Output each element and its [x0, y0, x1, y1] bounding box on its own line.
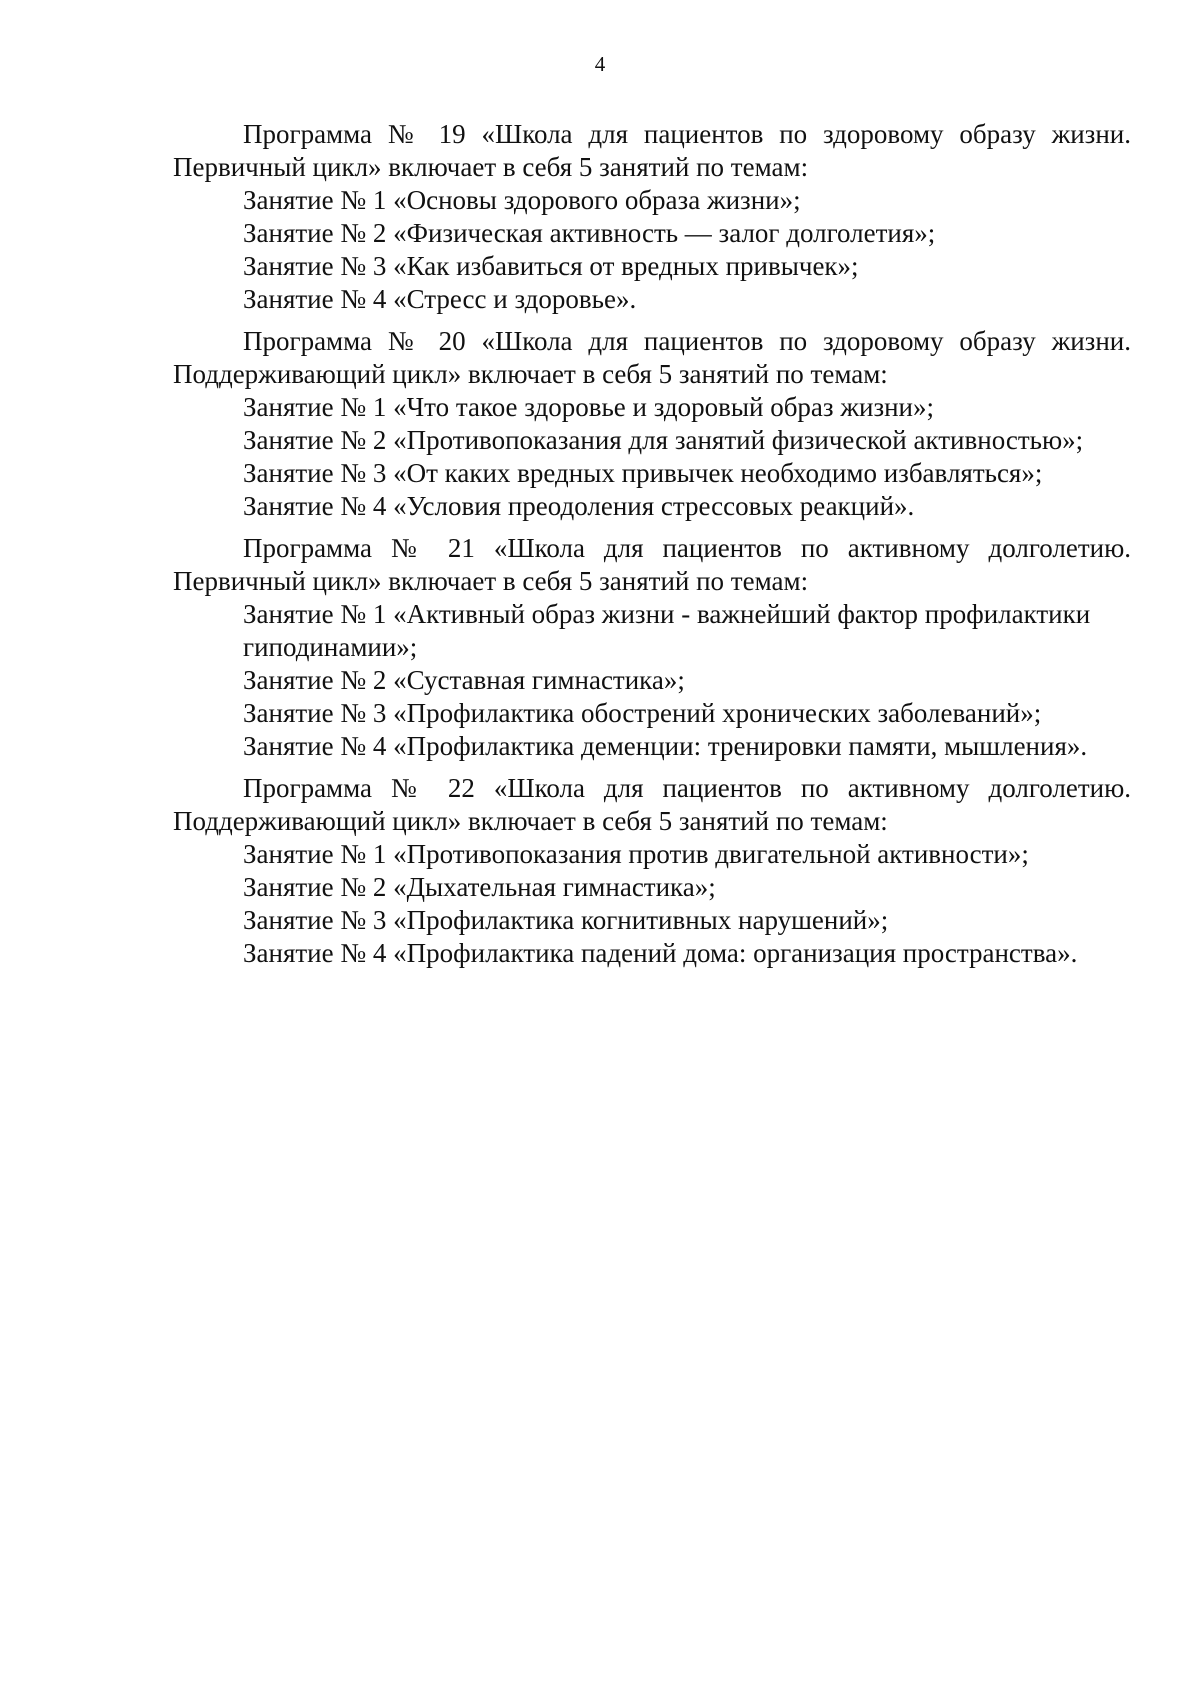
program-intro: Программа № 22 «Школа для пациентов по активному долголетию. Поддерживающий цикл» включает в себя 5 занятий по темам: — [173, 773, 1131, 836]
page-number: 4 — [594, 52, 606, 76]
lesson-list — [173, 391, 1131, 523]
program-22 — [173, 772, 1131, 970]
lesson-item: Занятие № 1 «Противопоказания против двигательной активности»; — [243, 839, 1029, 869]
program-19 — [173, 118, 1131, 316]
lesson-item: Занятие № 3 «Как избавиться от вредных привычек»; — [243, 251, 859, 281]
lesson-item: Занятие № 4 «Профилактика падений дома: организация пространства». — [243, 938, 1078, 968]
lesson-list — [173, 838, 1131, 970]
lesson-item: Занятие № 4 «Условия преодоления стрессовых реакций». — [243, 491, 915, 521]
lesson-list — [173, 184, 1131, 316]
document-body — [173, 118, 1131, 979]
lesson-item: Занятие № 2 «Физическая активность — залог долголетия»; — [243, 218, 936, 248]
lesson-item: Занятие № 2 «Противопоказания для занятий физической активностью»; — [243, 425, 1084, 455]
lesson-list — [173, 598, 1131, 763]
lesson-item: Занятие № 3 «Профилактика обострений хронических заболеваний»; — [243, 698, 1042, 728]
lesson-item: Занятие № 3 «От каких вредных привычек необходимо избавляться»; — [243, 458, 1043, 488]
program-21 — [173, 532, 1131, 763]
program-intro: Программа № 21 «Школа для пациентов по активному долголетию. Первичный цикл» включает в себя 5 занятий по темам: — [173, 533, 1131, 596]
lesson-item: Занятие № 3 «Профилактика когнитивных нарушений»; — [243, 905, 889, 935]
lesson-item: Занятие № 4 «Стресс и здоровье». — [243, 284, 637, 314]
program-intro: Программа № 19 «Школа для пациентов по здоровому образу жизни. Первичный цикл» включает в себя 5 занятий по темам: — [173, 119, 1131, 182]
lesson-item: Занятие № 1 «Что такое здоровье и здоровый образ жизни»; — [243, 392, 935, 422]
lesson-item: Занятие № 4 «Профилактика деменции: тренировки памяти, мышления». — [243, 731, 1088, 761]
program-intro: Программа № 20 «Школа для пациентов по здоровому образу жизни. Поддерживающий цикл» включает в себя 5 занятий по темам: — [173, 326, 1131, 389]
lesson-item: Занятие № 1 «Активный образ жизни - важнейший фактор профилактики гиподинамии»; — [243, 599, 1091, 662]
lesson-item: Занятие № 2 «Дыхательная гимнастика»; — [243, 872, 716, 902]
lesson-item: Занятие № 1 «Основы здорового образа жизни»; — [243, 185, 801, 215]
lesson-item: Занятие № 2 «Суставная гимнастика»; — [243, 665, 685, 695]
program-20 — [173, 325, 1131, 523]
